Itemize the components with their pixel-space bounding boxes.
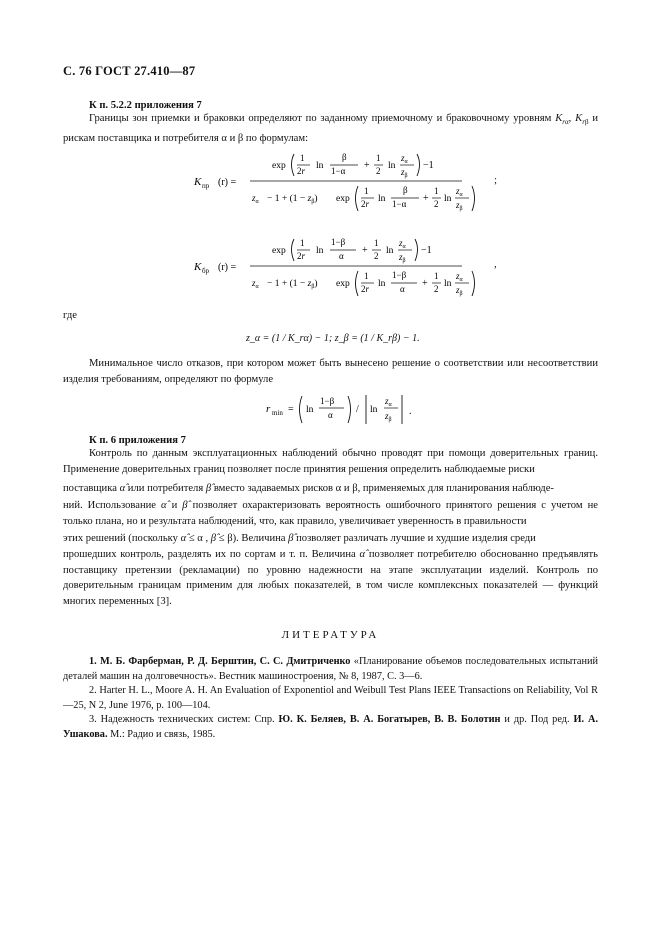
svg-text:α: α <box>339 251 344 261</box>
kbr-den-ln1: ln <box>378 279 386 289</box>
s6-line5b: позволяет потребителю обоснованно предъявлять поставщику претензии (рекламации) по уровню надежности на этапе эксплуатации изделий. Контроль по доверительным границам применим для любых показателей, в том числе комплексных показателей — функций многих переменных [3]. <box>63 549 599 608</box>
s6-line4d: позволяет различать лучшие и худшие изделия среди <box>296 533 536 544</box>
section-6-para-3: ний. Использование α̂ и β̂ позволяет охарактеризовать вероятность ошибочного принятого решения с учетом не только плана, но и результата наблюдений, что, как правило, увеличивает уверенность в правильности <box>63 500 598 527</box>
kpr-sub: пр <box>202 182 210 190</box>
svg-text:zβ: $z_\beta$ <box>456 200 463 212</box>
svg-text:=: = <box>288 404 294 415</box>
svg-text:2r: 2r <box>361 199 370 209</box>
svg-text:2r: 2r <box>297 166 306 176</box>
rmin-ln1: ln <box>306 405 314 415</box>
svg-text:zβ: $z_\beta$ <box>399 252 406 264</box>
kbr-num-ln2: ln <box>386 246 394 256</box>
svg-text:β: β <box>342 152 347 162</box>
s6-line5a: прошедших контроль, разделять их по сортам и т. п. Величина <box>63 549 356 560</box>
svg-text:zα: $z_\alpha$ <box>456 186 463 198</box>
kpr-den-ln2: ln <box>444 194 452 204</box>
svg-text:1−β: 1−β <box>392 270 407 280</box>
section-6-para-1: Контроль по данным эксплуатационных наблюдений обычно проводят при помощи доверительных границ. Применение доверительных границ позволяет после принятия решения определить наблюдаемые риски <box>63 448 598 475</box>
ref3-a: 3. Надежность технических систем: Спр. <box>89 714 275 725</box>
svg-text:/: / <box>356 404 359 415</box>
formula-k-pr <box>190 148 480 220</box>
s6-line2c: вместо задаваемых рисков α и β, применяемых для планирования наблюде- <box>213 483 554 494</box>
svg-text:zα: $z_\alpha$ <box>385 396 392 408</box>
s6-line3b: и <box>171 500 178 511</box>
ref1-rest: «Планирование объемов последовательных испытаний деталей машин на долговечность». Вестник машиностроения, № 8, 1987, С. 3—6. <box>63 656 599 682</box>
ref1-authors: 1. М. Б. Фарберман, Р. Д. Берштин, С. С. Дмитриченко <box>89 656 351 667</box>
svg-text:2: 2 <box>434 199 439 209</box>
rmin-ln2: ln <box>370 405 378 415</box>
rmin-sub: min <box>272 409 283 417</box>
svg-text:zβ: $z_\beta$ <box>385 411 392 423</box>
s6-line3c: позволяет охарактеризовать вероятность ошибочного принятого решения с учетом не только плана, но и результата наблюдений, что, как правило, увеличивает уверенность в правильности <box>63 500 598 527</box>
section-heading-522: К п. 5.2.2 приложения 7 <box>89 100 202 111</box>
kbr-sub: бр <box>202 267 210 275</box>
svg-text:α: α <box>328 410 333 420</box>
kpr-semicolon: ; <box>494 174 498 186</box>
rmin-tail: . <box>409 406 412 417</box>
section-6-para-4: этих решений (поскольку α̂ ≤ α , β̂ ≤ β). Величина β̂ позволяет различать лучшие и худшие изделия среди <box>63 533 536 544</box>
kbr-comma: , <box>494 258 497 270</box>
svg-text:1: 1 <box>364 271 369 281</box>
kpr-num-exp: exp <box>272 161 286 171</box>
ref3-editor: И. А. Ушакова. <box>63 714 599 740</box>
s6-line4c: ≤ β). Величина <box>218 533 286 544</box>
kpr-num-minus-one: −1 <box>423 160 434 171</box>
svg-text:2: 2 <box>374 251 379 261</box>
kpr-arg: (r) = <box>218 177 237 188</box>
svg-text:zβ: $z_\beta$ <box>456 285 463 297</box>
z-definitions: z_α = (1 / K_rα) − 1; z_β = (1 / K_rβ) − 1. <box>246 333 420 344</box>
svg-text:α: α <box>400 284 405 294</box>
svg-text:1: 1 <box>434 186 439 196</box>
kpr-num-ln1: ln <box>316 161 324 171</box>
svg-text:+: + <box>423 193 429 204</box>
svg-text:− 1 + (1 − zβ): − $1 + (1 - z_\beta)$ <box>267 194 318 205</box>
formula-k-br <box>190 233 480 305</box>
svg-text:2: 2 <box>434 284 439 294</box>
section-522-text-a: Границы зон приемки и браковки определяют по заданному приемочному и браковочному уровням <box>89 113 552 124</box>
literature-title: ЛИТЕРАТУРА <box>281 629 380 641</box>
kbr-label: K <box>194 261 202 273</box>
kbr-num-minus-one: −1 <box>421 245 432 256</box>
kbr-den-ln2: ln <box>444 279 452 289</box>
ref3-authors: Ю. К. Беляев, В. А. Богатырев, В. В. Болотин <box>278 714 501 725</box>
s6-line4b: ≤ α , <box>188 533 209 544</box>
reference-3 <box>63 713 598 742</box>
ref3-b: и др. Под ред. <box>504 714 570 725</box>
svg-text:1: 1 <box>374 238 379 248</box>
page-title: С. 76 ГОСТ 27.410—87 <box>63 64 196 78</box>
min-failures-text: Минимальное число отказов, при котором может быть вынесено решение о соответствии или несоответствии изделия требованиям, определяют по формуле <box>63 358 598 385</box>
s6-line2b: или потребителя <box>127 483 204 494</box>
kpr-den-exp: exp <box>336 194 350 204</box>
s6-line4a: этих решений (поскольку <box>63 533 178 544</box>
s6-line2a: поставщика <box>63 483 117 494</box>
section-522-text-b: и рискам поставщика и потребителя α и β по формулам: <box>63 113 598 144</box>
svg-text:1: 1 <box>300 238 305 248</box>
svg-text:2: 2 <box>376 166 381 176</box>
section-heading-6: К п. 6 приложения 7 <box>89 435 186 446</box>
s6-line3a: ний. Использование <box>63 500 156 511</box>
svg-text:zα: $z_\alpha$ <box>456 271 463 283</box>
kbr-num-ln1: ln <box>316 246 324 256</box>
section-6-para-5: прошедших контроль, разделять их по сортам и т. п. Величина α̂ позволяет потребителю обоснованно предъявлять поставщику претензии (рекламации) по уровню надежности на этапе эксплуатации изделий. Контроль по доверительным границам применим для любых показателей, в том числе комплексных показателей — функций многих переменных [3]. <box>63 549 599 608</box>
rmin-label: r <box>266 403 271 415</box>
kbr-arg: (r) = <box>218 262 237 273</box>
svg-text:+: + <box>422 278 428 289</box>
kpr-den-ln1: ln <box>378 194 386 204</box>
svg-text:2r: 2r <box>361 284 370 294</box>
svg-text:− 1 + (1 − zβ): − $1 + (1 - z_\beta)$ <box>267 279 318 290</box>
reference-1 <box>63 655 598 684</box>
kpr-num-ln2: ln <box>388 161 396 171</box>
svg-text:β: β <box>403 185 408 195</box>
svg-text:1: 1 <box>376 153 381 163</box>
svg-text:1: 1 <box>434 271 439 281</box>
section-522-text: Границы зон приемки и браковки определяют по заданному приемочному и браковочному уровням $K_{r\alpha}$, $K_{r\beta}$ и рискам поставщика и потребителя α и β по формулам: <box>63 113 598 144</box>
svg-text:1−α: 1−α <box>392 199 407 209</box>
svg-text:zα: $z_\alpha$ <box>399 238 406 250</box>
gde-label: где <box>63 310 77 321</box>
svg-text:+: + <box>364 160 370 171</box>
svg-text:1−β: 1−β <box>320 396 335 406</box>
svg-text:1: 1 <box>300 153 305 163</box>
svg-text:zα: $z_\alpha$ <box>252 193 259 205</box>
svg-text:2r: 2r <box>297 251 306 261</box>
section-6-para-2: поставщика α̂ или потребителя β̂ вместо задаваемых рисков α и β, применяемых для планирования наблюде- <box>63 483 554 494</box>
formula-rmin <box>262 392 422 428</box>
svg-text:zα: $z_\alpha$ <box>252 278 259 290</box>
svg-text:+: + <box>362 245 368 256</box>
svg-text:zα: $z_\alpha$ <box>401 153 408 165</box>
reference-2: 2. Harter H. L., Moore A. H. An Evaluation of Exponentiol and Weibull Test Plans IEEE Transactions on Reliability, Vol R—25, N 2, June 1976, p. 100—104. <box>63 685 598 711</box>
ref3-c: М.: Радио и связь, 1985. <box>110 728 216 740</box>
kpr-label: K <box>194 176 202 188</box>
kbr-den-exp: exp <box>336 279 350 289</box>
svg-text:1−β: 1−β <box>331 237 346 247</box>
svg-text:1: 1 <box>364 186 369 196</box>
kbr-num-exp: exp <box>272 246 286 256</box>
svg-text:zβ: $z_\beta$ <box>401 167 408 179</box>
svg-text:1−α: 1−α <box>331 166 346 176</box>
